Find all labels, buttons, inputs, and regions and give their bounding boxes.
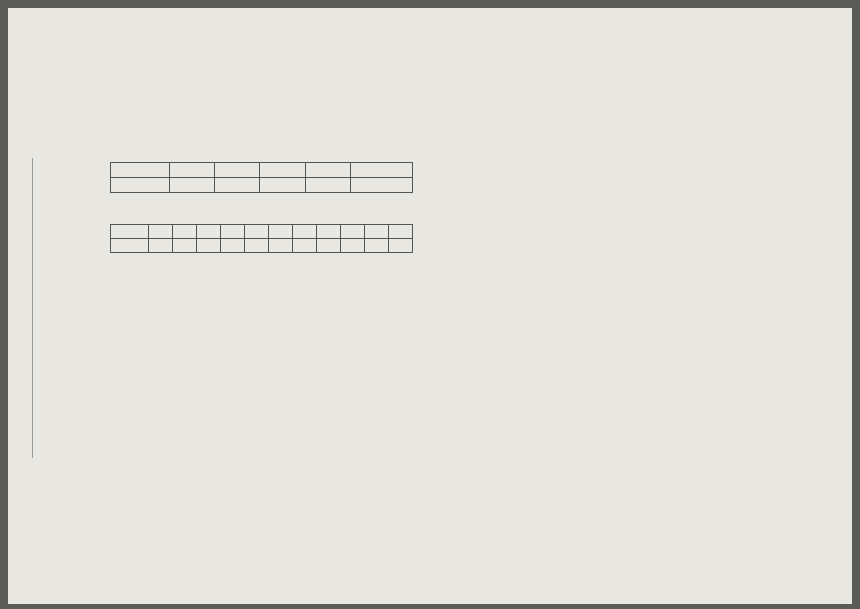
answer-header-cell bbox=[269, 225, 293, 239]
score-cell[interactable] bbox=[215, 178, 260, 193]
answer-cell[interactable] bbox=[149, 239, 173, 253]
score-row-label bbox=[111, 178, 170, 193]
answer-cell[interactable] bbox=[269, 239, 293, 253]
page-2 bbox=[426, 8, 826, 604]
answer-cell[interactable] bbox=[317, 239, 341, 253]
answer-header-cell bbox=[197, 225, 221, 239]
score-header-cell bbox=[215, 163, 260, 178]
score-header-cell bbox=[305, 163, 350, 178]
score-header-cell bbox=[260, 163, 305, 178]
score-cell[interactable] bbox=[305, 178, 350, 193]
answer-header-cell bbox=[111, 225, 149, 239]
answer-header-cell bbox=[245, 225, 269, 239]
answer-cell[interactable] bbox=[245, 239, 269, 253]
answer-header-cell bbox=[173, 225, 197, 239]
exam-sheet bbox=[8, 8, 852, 604]
answer-cell[interactable] bbox=[197, 239, 221, 253]
answer-header-cell bbox=[317, 225, 341, 239]
answer-cell[interactable] bbox=[293, 239, 317, 253]
answer-cell[interactable] bbox=[341, 239, 365, 253]
answer-header-cell bbox=[389, 225, 413, 239]
answer-header-cell bbox=[149, 225, 173, 239]
binding-line bbox=[32, 158, 33, 458]
answer-cell[interactable] bbox=[221, 239, 245, 253]
answer-header-cell bbox=[341, 225, 365, 239]
answer-header-cell bbox=[293, 225, 317, 239]
score-header-cell bbox=[111, 163, 170, 178]
score-cell[interactable] bbox=[260, 178, 305, 193]
page-1 bbox=[58, 8, 415, 604]
score-table bbox=[110, 162, 413, 193]
answer-header-cell bbox=[221, 225, 245, 239]
answer-cell[interactable] bbox=[365, 239, 389, 253]
answer-header-cell bbox=[365, 225, 389, 239]
answer-cell[interactable] bbox=[389, 239, 413, 253]
score-header-cell bbox=[169, 163, 214, 178]
score-cell[interactable] bbox=[169, 178, 214, 193]
answer-row-label bbox=[111, 239, 149, 253]
answer-table bbox=[110, 224, 413, 253]
score-header-cell bbox=[351, 163, 413, 178]
answer-cell[interactable] bbox=[173, 239, 197, 253]
score-cell[interactable] bbox=[351, 178, 413, 193]
